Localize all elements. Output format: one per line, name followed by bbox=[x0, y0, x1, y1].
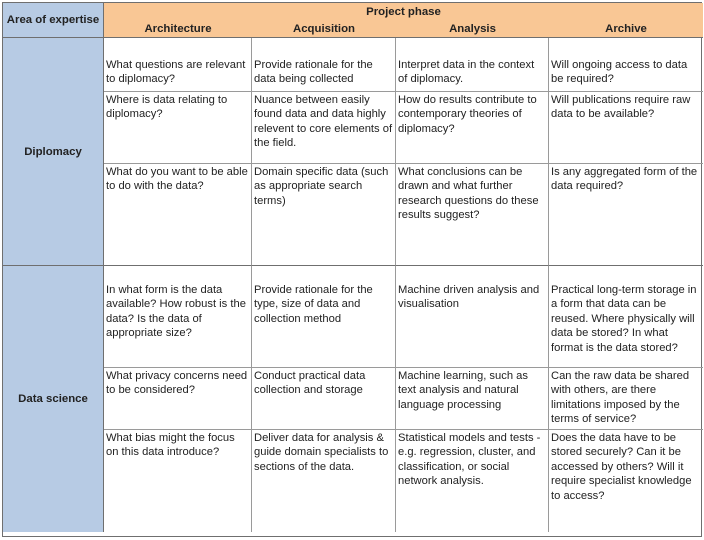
project-phase-title: Project phase bbox=[104, 3, 703, 19]
table-cell: Provide rationale for the type, size of data and collection method bbox=[252, 266, 396, 368]
column-header-analysis: Analysis bbox=[396, 19, 549, 38]
table-cell: In what form is the data available? How robust is the data? Is the data of appropriate size? bbox=[104, 266, 252, 368]
table-cell: Can the raw data be shared with others, are there limitations imposed by the terms of service? bbox=[549, 368, 703, 430]
table-cell: Conduct practical data collection and storage bbox=[252, 368, 396, 430]
column-header-architecture: Architecture bbox=[104, 19, 252, 38]
table-cell: Will ongoing access to data be required? bbox=[549, 38, 703, 92]
area-of-expertise-header: Area of expertise bbox=[3, 3, 104, 38]
table-cell: What do you want to be able to do with the data? bbox=[104, 164, 252, 266]
table-cell: Where is data relating to diplomacy? bbox=[104, 92, 252, 164]
table-cell: Domain specific data (such as appropriate search terms) bbox=[252, 164, 396, 266]
area-data-science: Data science bbox=[3, 266, 104, 532]
table-cell: What privacy concerns need to be considered? bbox=[104, 368, 252, 430]
expertise-phase-table bbox=[2, 2, 702, 537]
area-diplomacy: Diplomacy bbox=[3, 38, 104, 266]
table-cell: Machine driven analysis and visualisation bbox=[396, 266, 549, 368]
table-cell: What bias might the focus on this data introduce? bbox=[104, 430, 252, 532]
column-header-archive: Archive bbox=[549, 19, 703, 38]
column-header-acquisition: Acquisition bbox=[252, 19, 396, 38]
table-cell: Interpret data in the context of diplomacy. bbox=[396, 38, 549, 92]
table-cell: What conclusions can be drawn and what further research questions do these results suggest? bbox=[396, 164, 549, 266]
table-cell: Statistical models and tests - e.g. regression, cluster, and classification, or social network analysis. bbox=[396, 430, 549, 532]
table-cell: Practical long-term storage in a form that data can be reused. Where physically will data be stored? In what format is the data stored? bbox=[549, 266, 703, 368]
table-cell: Provide rationale for the data being collected bbox=[252, 38, 396, 92]
table-cell: Nuance between easily found data and data highly relevent to core elements of the field. bbox=[252, 92, 396, 164]
table-cell: What questions are relevant to diplomacy? bbox=[104, 38, 252, 92]
table-cell: Does the data have to be stored securely? Can it be accessed by others? Will it require specialist knowledge to access? bbox=[551, 432, 692, 502]
table-cell: Is any aggregated form of the data required? bbox=[549, 164, 703, 266]
table-cell: Will publications require raw data to be available? bbox=[549, 92, 703, 164]
table-cell: Deliver data for analysis & guide domain specialists to sections of the data. bbox=[252, 430, 396, 532]
table-cell: How do results contribute to contemporary theories of diplomacy? bbox=[396, 92, 549, 164]
table-cell: Machine learning, such as text analysis and natural language processing bbox=[396, 368, 549, 430]
